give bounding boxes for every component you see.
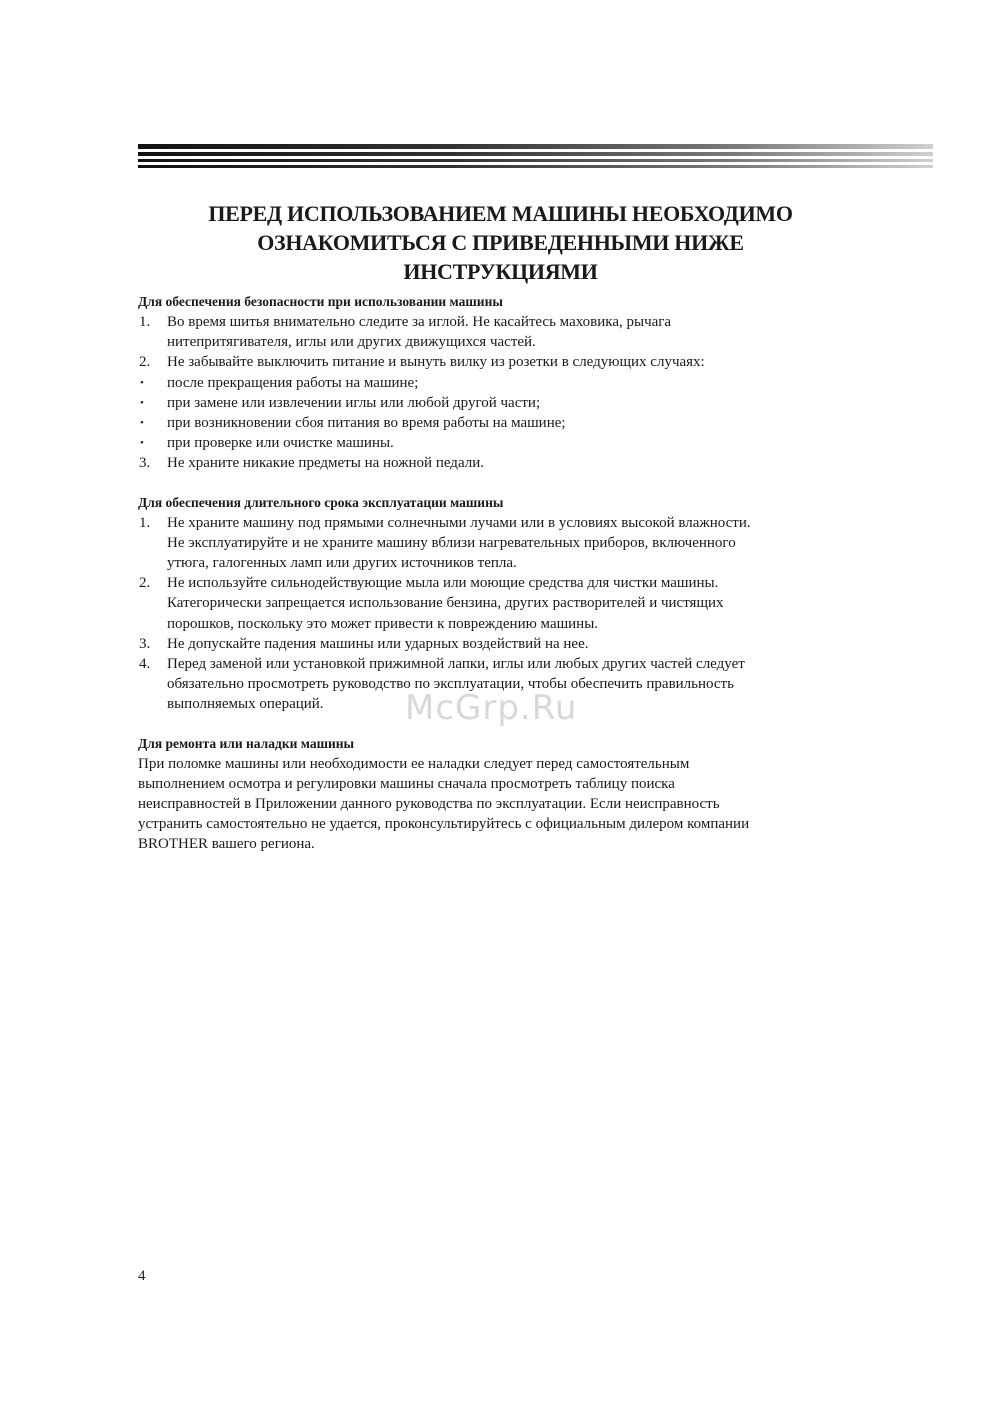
- list-item-text: Не используйте сильнодействующие мыла или моющие средства для чистки машины.: [167, 575, 719, 592]
- list-item: [138, 453, 898, 473]
- list-item-text: Не храните машину под прямыми солнечными лучами или в условиях высокой влажности.: [167, 514, 751, 531]
- paragraph: [138, 754, 898, 855]
- bullet-marker: •: [140, 417, 144, 430]
- header-stripe: [138, 144, 933, 149]
- list-item: [138, 312, 898, 352]
- header-stripe: [138, 165, 933, 168]
- list-marker: 1.: [139, 314, 151, 330]
- page-title-line: ОЗНАКОМИТЬСЯ С ПРИВЕДЕННЫМИ НИЖЕ: [257, 229, 744, 255]
- paragraph-line: При поломке машины или необходимости ее наладки следует перед самостоятельным: [138, 755, 690, 772]
- section-longevity: [138, 493, 898, 715]
- header-stripe: [138, 159, 933, 162]
- list-marker: 4.: [139, 656, 151, 673]
- list-marker: 1.: [139, 514, 151, 531]
- page-title-line: ПЕРЕД ИСПОЛЬЗОВАНИЕМ МАШИНЫ НЕОБХОДИМО: [208, 200, 793, 226]
- list-item-text: при возникновении сбоя питания во время работы на машине;: [167, 415, 566, 432]
- page-title: [138, 199, 863, 286]
- list-item-text: Не забывайте выключить питание и вынуть вилку из розетки в следующих случаях:: [167, 354, 705, 371]
- list-item-text: Перед заменой или установкой прижимной лапки, иглы или любых других частей следует: [167, 656, 745, 673]
- bullet-item: [138, 393, 898, 413]
- list-marker: 2.: [139, 354, 151, 371]
- section-repair: [138, 734, 898, 855]
- list-item-text: Не эксплуатируйте и не храните машину вблизи нагревательных приборов, включенного: [167, 534, 736, 551]
- list-item-text: Категорически запрещается использование бензина, других растворителей и чистящих: [167, 595, 724, 612]
- list-item-text: Не храните никакие предметы на ножной педали.: [167, 455, 484, 472]
- page-title-line: ИНСТРУКЦИЯМИ: [403, 258, 598, 284]
- list-item-text: после прекращения работы на машине;: [167, 374, 419, 391]
- list-item-text: утюга, галогенных ламп или других источников тепла.: [167, 555, 517, 572]
- header-stripe: [138, 152, 933, 156]
- list-item: [138, 513, 898, 574]
- list-item-text: нитепритягивателя, иглы или других движущихся частей.: [167, 334, 536, 351]
- list-item-text: Не допускайте падения машины или ударных воздействий на нее.: [167, 635, 589, 652]
- document-body: [138, 292, 898, 874]
- bullet-item: [138, 373, 898, 393]
- list-item: [138, 352, 898, 372]
- list-marker: 2.: [139, 575, 151, 592]
- list-item-text: при замене или извлечении иглы или любой другой части;: [167, 394, 541, 411]
- paragraph-line: устранить самостоятельно не удается, проконсультируйтесь с официальным дилером компании: [138, 816, 750, 833]
- paragraph-line: выполнением осмотра и регулировки машины сначала просмотреть таблицу поиска: [138, 775, 675, 792]
- list-item-text: Во время шитья внимательно следите за иглой. Не касайтесь маховика, рычага: [167, 314, 672, 330]
- bullet-marker: •: [140, 376, 144, 389]
- paragraph-line: неисправностей в Приложении данного руководства по эксплуатации. Если неисправность: [138, 796, 720, 813]
- header-stripe-band: [138, 144, 933, 168]
- section-safety: [138, 292, 898, 474]
- list-item-text: порошков, поскольку это может привести к повреждению машины.: [167, 615, 599, 632]
- page-number: 4: [138, 1268, 146, 1284]
- paragraph-line: BROTHER вашего региона.: [138, 836, 315, 853]
- list-marker: 3.: [139, 635, 151, 652]
- bullet-item: [138, 433, 898, 453]
- list-item: [138, 634, 898, 654]
- bullet-marker: •: [140, 396, 144, 409]
- list-item-text: при проверке или очистке машины.: [167, 435, 394, 452]
- section-heading: Для ремонта или наладки машины: [138, 735, 355, 751]
- list-item-text: выполняемых операций.: [167, 696, 324, 713]
- list-marker: 3.: [139, 455, 151, 472]
- list-item: [138, 573, 898, 634]
- watermark: McGrp.Ru: [405, 688, 578, 728]
- section-heading: Для обеспечения длительного срока эксплуатации машины: [138, 494, 504, 510]
- bullet-marker: •: [140, 437, 144, 450]
- list-item-text: обязательно просмотреть руководство по эксплуатации, чтобы обеспечить правильность: [167, 676, 734, 693]
- bullet-item: [138, 413, 898, 433]
- section-heading: Для обеспечения безопасности при использовании машины: [138, 294, 503, 309]
